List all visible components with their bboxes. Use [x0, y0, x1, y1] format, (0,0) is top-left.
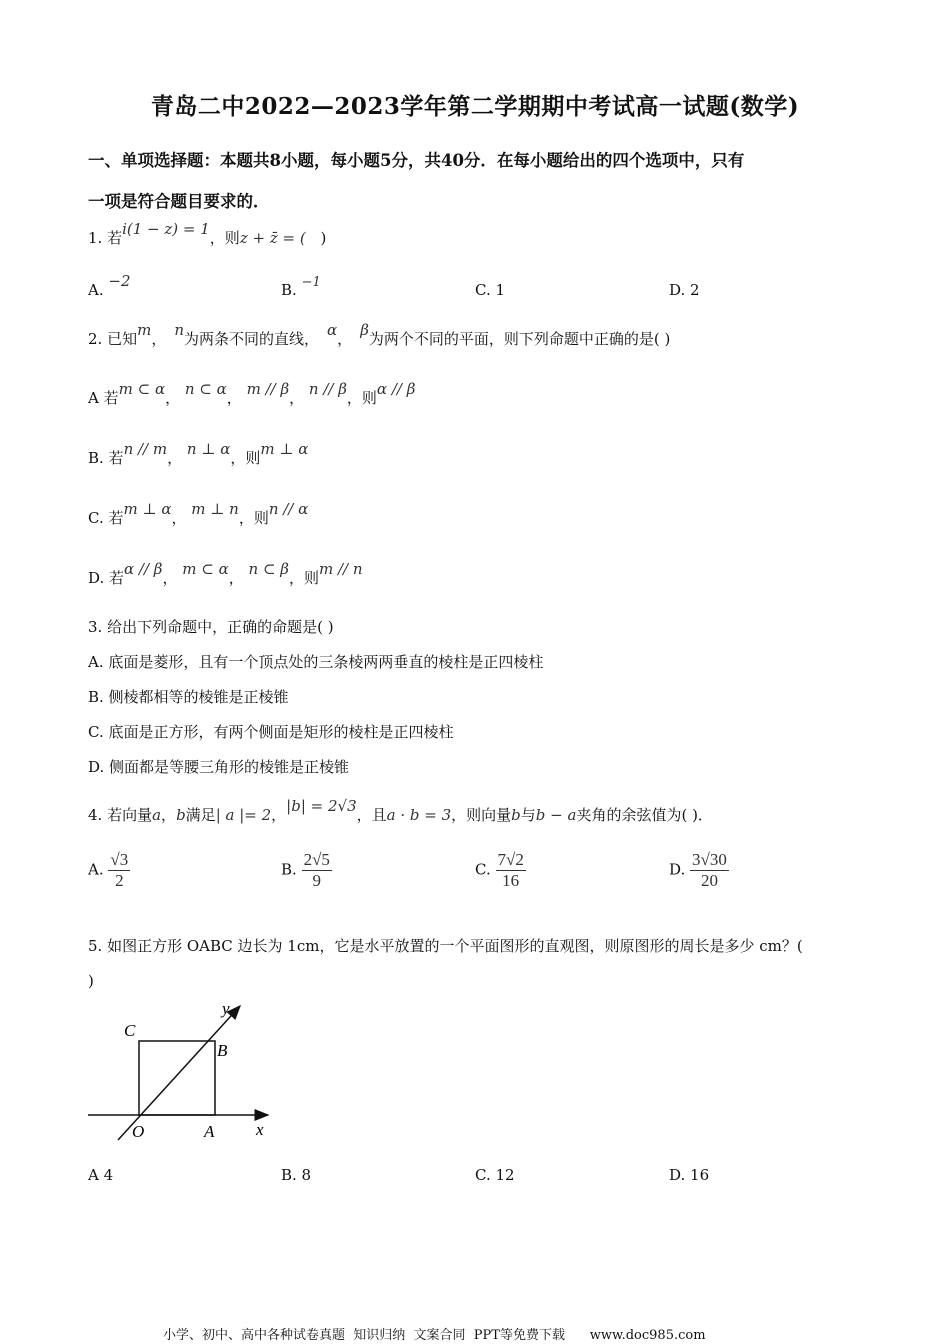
label-x: x	[256, 1120, 264, 1139]
question-5-paren: )	[88, 972, 94, 990]
q1-option-b-value: −1	[301, 275, 321, 290]
label-a: A	[204, 1122, 215, 1141]
q2-option-b: B. 若n // m， n ⊥ α，则m ⊥ α	[88, 440, 309, 467]
label-b: B	[217, 1041, 228, 1060]
q2-beta: β	[360, 321, 369, 339]
q1-then: ，则	[209, 229, 240, 247]
question-3: 3. 给出下列命题中，正确的命题是( )	[88, 618, 334, 636]
q1-option-d: D. 2	[669, 281, 700, 299]
q3-option-a: A. 底面是菱形，且有一个顶点处的三条棱两两垂直的棱柱是正四棱柱	[88, 653, 544, 671]
q3-option-c: C. 底面是正方形，有两个侧面是矩形的棱柱是正四棱柱	[88, 723, 454, 741]
q2-n: n	[174, 321, 185, 339]
q4-option-c: C. $\frac{7√2}{16}$	[475, 850, 524, 890]
q5-option-d: D. 16	[669, 1166, 710, 1184]
q1-option-c: C. 1	[475, 281, 506, 299]
q2-option-d: D. 若α // β， m ⊂ α， n ⊂ β，则m // n	[88, 560, 363, 587]
q4-option-a: A. $\frac{√3}{2}$	[88, 850, 129, 890]
q4-option-d: D. $\frac{3√30}{20}$	[669, 850, 727, 890]
q3-option-b: B. 侧棱都相等的棱锥是正棱锥	[88, 688, 289, 706]
q5-option-b: B. 8	[281, 1166, 312, 1184]
q5-figure	[80, 998, 290, 1148]
label-o: O	[132, 1122, 145, 1141]
question-4: 4. 若向量a，b满足| a |= 2，|b| = 2√3，且a · b = 3，则向量b与b − a夹角的余弦值为( )．	[88, 797, 713, 824]
label-y: y	[222, 999, 230, 1018]
q2-option-c: C. 若m ⊥ α， m ⊥ n，则n // α	[88, 500, 309, 527]
q3-option-d: D. 侧面都是等腰三角形的棱锥是正棱锥	[88, 758, 350, 776]
q1-number: 1. 若	[88, 229, 123, 247]
q4-option-b: B. $\frac{2√5}{9}$	[281, 850, 330, 890]
q1-expression: z + z̄ = (	[239, 229, 306, 247]
q1-equation: i(1 − z) = 1	[122, 220, 210, 238]
q1-paren-close: )	[320, 229, 327, 247]
footer-text: 小学、初中、高中各种试卷真题 知识归纳 文案合同 PPT等免费下载 www.doc985.com	[163, 1328, 706, 1343]
section-heading-line1: 一、单项选择题：本题共8小题，每小题5分，共40分．在每小题给出的四个选项中，只有	[88, 151, 745, 170]
question-5: 5. 如图正方形 OABC 边长为 1cm，它是水平放置的一个平面图形的直观图，则原图形的周长是多少 cm？(	[88, 937, 803, 955]
question-1	[88, 220, 327, 248]
y-axis	[118, 1006, 240, 1140]
q2-m: m	[137, 321, 152, 339]
q5-option-a: A 4	[88, 1166, 114, 1184]
q2-alpha: α	[327, 321, 338, 339]
q1-option-b: B. −1	[281, 275, 321, 299]
section-heading-line2: 一项是符合题目要求的．	[88, 192, 270, 211]
q5-option-c: C. 12	[475, 1166, 515, 1184]
question-2: 2. 已知m， n为两条不同的直线， α， β为两个不同的平面，则下列命题中正确的是( )	[88, 321, 671, 348]
label-c: C	[124, 1021, 136, 1040]
q1-option-a: A. −2	[88, 272, 131, 299]
q1-option-a-value: −2	[108, 272, 131, 290]
q2-option-a: A 若m ⊂ α， n ⊂ α， m // β， n // β，则α // β	[88, 380, 416, 407]
page-title: 青岛二中2022—2023学年第二学期期中考试高一试题(数学)	[150, 93, 800, 120]
